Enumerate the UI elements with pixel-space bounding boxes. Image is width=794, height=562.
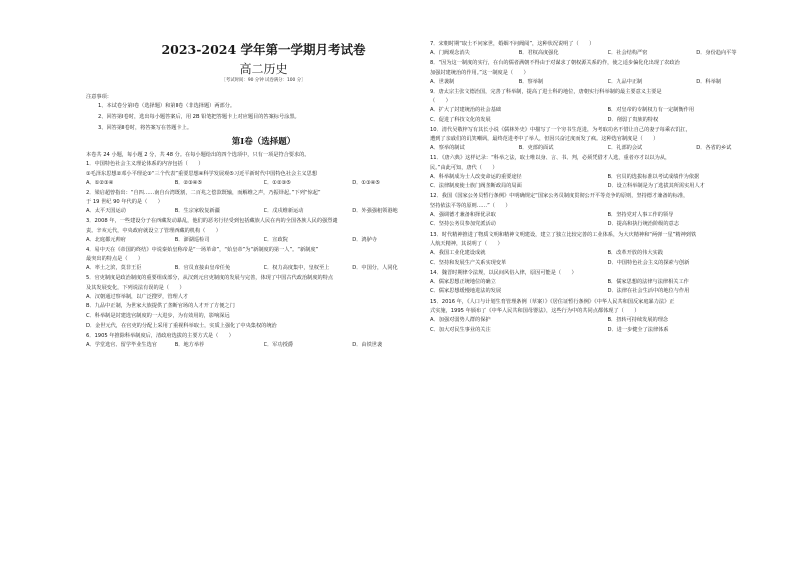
question: [430, 40, 785, 59]
exam-meta: ［考试时间：90 分钟 试卷满分：100 分］: [221, 78, 306, 83]
question-options: [86, 293, 441, 331]
answer-option: B．生宗家收复新疆: [174, 208, 220, 215]
question: [86, 160, 441, 188]
answer-option: D．中国特色社会主义的探索与创新: [607, 259, 690, 266]
question: [430, 231, 785, 269]
question-stem: 3．2008 年，一些建设分子在西藏发动暴乱，他们的恶劣行径受到包括藏族人民在内的全国各族人民的强烈谴: [86, 218, 338, 225]
question: [430, 59, 785, 87]
answer-option: B．君权高度强化: [518, 50, 559, 57]
question-stem: 加强封建统治的作用。”这一制度是（ ）: [430, 69, 529, 76]
answer-option: A．扩大了封建统治的社会基础: [430, 107, 501, 114]
question-options: [86, 264, 441, 274]
question-stem: 及其发展变化，下列说法有误的是（ ）: [86, 284, 185, 291]
answer-option: D．科举制: [696, 78, 721, 85]
question-stem: 5．官吏制度是政治制度的重要组成部分，从汉到元官吏制度的发展与完善，体现了中国古代政治制度的特点: [86, 275, 334, 282]
answer-option: C．宣政院: [263, 236, 288, 243]
answer-option: D．中国分，人同化: [352, 265, 398, 272]
question-stem: 9．唐太宗主张文德治国，完善了科举制，提高了进士科的地位，唐朝实行科举制的最主要意义主要是: [430, 88, 662, 95]
answer-option: A．北庭都元帅府: [86, 236, 126, 243]
answer-option: B．儒家思想的法律与法律相关工作: [607, 278, 689, 285]
question-stem: 最突出的特点是（ ）: [86, 256, 144, 263]
answer-option: A．科举制成为士人改变命运的重要途径: [430, 173, 522, 180]
question: [430, 154, 785, 192]
notice-heading: 注意事项：: [86, 94, 112, 100]
question: [430, 192, 785, 230]
answer-option: D．提高和执行统治阶级的意志: [607, 221, 679, 228]
answer-option: A．强调德才兼备和择优录取: [430, 211, 496, 218]
answer-option: A．儒家思想正统地位的确立: [430, 278, 496, 285]
question-stem: 民。”由此可知，唐代（ ）: [430, 164, 498, 171]
question-stem: 于 19 世纪 90 年代的是（ ）: [86, 199, 163, 206]
question-stem: 遭到了亲戚们的讥笑嘲讽，最终范进考中了举人，但因兴奋过度而发了疯。这种选官制度是（ ）: [430, 136, 659, 143]
answer-option: C．戊戌维新运动: [263, 208, 304, 215]
answer-option: B．澎湖巡检司: [174, 236, 210, 243]
question-options: [430, 316, 785, 335]
left-column: [86, 38, 441, 351]
notice-list: [86, 101, 441, 134]
section-title: 第Ⅰ卷（选择题）: [231, 137, 296, 148]
question-stem: 4．易中天在《帝国的终结》中说秦始皇称帝是“一场革命”，“始皇帝”为“新制度的第一人”。“新制度”: [86, 246, 319, 253]
answer-option: B．察举制: [518, 78, 544, 85]
question-stem: 责。辛亥元代，中央政府就设立了管理西藏的机构（ ）: [86, 227, 221, 234]
question: [86, 189, 441, 217]
answer-option: B．改革开放的伟大实践: [607, 249, 663, 256]
question: [86, 217, 441, 245]
answer-option: A．①②③④: [86, 179, 114, 186]
answer-option: C．社会结构严密: [607, 50, 648, 57]
section-intro: 本卷共 24 小题，每小题 2 分，共 48 分。在每小题给出的四个选项中，只有一项是符合要求的。: [86, 152, 310, 159]
question-stem: 6．1905 年推除科举制度后，清政府选拔的主要方式是（ ）: [86, 332, 234, 339]
question-stem: 人航天精神，其说明了（ ）: [430, 240, 503, 247]
question-options: [86, 341, 441, 351]
question: [430, 269, 785, 297]
answer-option: D．削弱了贵族的特权: [607, 116, 659, 123]
answer-option: C．科举制是封建选官制度的一大进步，为有效用的，影响深远: [86, 313, 230, 319]
answer-option: B．九品中正制，为世家大族提供了垄断官场的人才开了方便之门: [86, 303, 235, 310]
answer-option: D．鸿胪寺: [352, 236, 377, 243]
right-column: [430, 40, 785, 336]
answer-option: B．对皇帝的专制权力有一定制衡作用: [607, 107, 695, 114]
question-stem: 坚持依法平等的原则……”（ ）: [430, 202, 511, 209]
answer-option: D．外强强租领港地: [352, 208, 398, 215]
question-options: [430, 278, 785, 297]
answer-option: D．由铁世袭: [352, 341, 383, 348]
answer-option: D．各省的乡试: [696, 145, 732, 152]
answer-option: C．①②③⑤: [263, 179, 291, 186]
question-options: [86, 207, 441, 217]
question: [430, 88, 785, 126]
answer-option: D．身份趋向平等: [696, 50, 737, 57]
answer-option: A．率土之滨，莫非王臣: [86, 265, 142, 272]
answer-option: A．察举的制试: [430, 145, 465, 152]
answer-option: C．坚持公务员参加党派活动: [430, 221, 496, 228]
question: [86, 274, 441, 331]
answer-option: B．扭转可持续发展的理念: [607, 316, 669, 323]
answer-option: B．官员直接由皇帝任免: [174, 265, 231, 272]
question-options: [430, 144, 785, 154]
answer-option: C．法律制度使士族门阀垄断政局的局面: [430, 183, 522, 190]
left-question-list: [86, 160, 441, 350]
question: [430, 126, 785, 154]
question-stem: 7．宋朝时期“取士不问家世，婚姻不问阀阅”，这种状况说明了（ ）: [430, 41, 595, 47]
answer-option: A．加强对弱势人群的保护: [430, 316, 491, 323]
question-options: [430, 249, 785, 268]
notice-item: 3、回答第Ⅱ卷时，将答案写在答题卡上。: [98, 125, 193, 132]
page-subtitle: 高二历史: [239, 62, 288, 76]
answer-option: B．②③④⑤: [174, 179, 203, 186]
right-question-list: [430, 40, 785, 335]
question-stem: ①毛泽东思想②邓小平理论③“三个代表”重要思想④科学发展观⑤习近平新时代中国特色社会主义思想: [86, 170, 317, 177]
page-title: 2023-2024 学年第一学期月考试卷: [161, 42, 366, 57]
question-options: [430, 211, 785, 230]
answer-option: A．太平天国运动: [86, 208, 126, 215]
question-options: [86, 236, 441, 246]
question-options: [430, 106, 785, 125]
answer-option: A．汉朝通过察举制，以广泛搜罗，管理人才: [86, 293, 189, 300]
answer-option: C．儒家思想缓慢地进法的发展: [430, 288, 502, 295]
question-stem: 1．中国特色社会主义理论体系的内容包括（ ）: [86, 161, 204, 168]
answer-option: C．军功授爵: [263, 341, 294, 348]
question-stem: 11．《唐六典》这样记录：“科举之法，取士唯以身、言、书、判，必须凭借才人选，重者亦才以以为从，: [430, 155, 671, 162]
answer-option: D．①③④⑤: [352, 179, 381, 186]
answer-option: C．九品中正制: [607, 78, 643, 85]
question-stem: （ ）: [430, 98, 451, 104]
question-stem: 14．魏晋时期律令法规，以民间风俗入律，原因可能是（ ）: [430, 269, 577, 276]
answer-option: A．学堂选官、留学毕业生选官: [86, 341, 157, 348]
answer-option: B．坚持党对人事工作的领导: [607, 211, 674, 218]
question-options: [430, 173, 785, 192]
question: [430, 298, 785, 336]
question-stem: 15．2016 年，《人口与计划生育管理条例（草案）》《居住证暂行条例》《中华人民共和国反家庭暴力法》正: [430, 298, 675, 305]
answer-option: D．金世元代，在官吏的分配上采用了重视科举取士，实质上强化了中央集权的统治: [86, 322, 277, 329]
answer-option: B．官员的选拔标准以考试成绩作为依据: [607, 173, 700, 180]
question-stem: 10．清代吴敬梓写有其长小说《儒林外史》中描写了一个穷书生范进，为考取功名不惜让自己的妻子每乘衣饥扛，: [430, 126, 691, 133]
answer-option: C．礼部的会试: [607, 145, 643, 152]
answer-option: A．我国工业化建设成就: [430, 249, 486, 256]
answer-option: C．加大对民生事业的关注: [430, 326, 491, 333]
question-options: [430, 49, 785, 59]
answer-option: D．法律在社会生活中的地位与作用: [607, 288, 690, 295]
answer-option: C．权力高度集中，皇权至上: [263, 265, 330, 272]
notice-item: 2、回答第Ⅰ卷时，选出每小题答案后，用 2B 铅笔把答题卡上对应题目的答案标号涂黑。: [98, 114, 300, 121]
question-stem: 13．时代精神推进了物质文明和精神文明建设，建立了独立比较完善的工业体系，为大庆精神和“两弹一星”精神到铁: [430, 231, 697, 238]
answer-option: A．门阀观念消失: [430, 50, 470, 57]
question-stem: 8．“因为这一制度的实行，在台的儒者满朝不得由于对谋求了朝权源关系的作，使之适步偏化化出现了农政治: [430, 60, 680, 67]
answer-option: C．坚持和发展生产关系实现变革: [430, 259, 507, 266]
answer-option: B．地方举荐: [174, 341, 205, 348]
answer-option: C．促进了科技文化的发展: [430, 116, 491, 123]
question: [86, 332, 441, 351]
question-stem: 式实施，1995 年颁布了《中华人民共和国母婴法》，这些行为中的共同点都体现了（ ）: [430, 307, 640, 314]
question-stem: 2．梁启超曾指出：“自四……南自台湾既割，二百兆之偿款既输，而解维之声，乃振铎起。”下列“惊起”: [86, 189, 321, 196]
notice-item: 1、本试卷分第Ⅰ卷（选择题）和第Ⅱ卷（非选择题）两部分。: [98, 103, 236, 110]
question-stem: 12．我国《国家公务员暂行条例》中明确规定“国家公务员制度贯彻公开平等竞争的原则，坚持德才兼备的标准，: [430, 193, 689, 200]
question-options: [430, 78, 785, 88]
question: [86, 246, 441, 274]
answer-option: D．设立科举制是为了选拔其所需实用人才: [607, 183, 705, 190]
answer-option: B．吏部的面试: [518, 145, 554, 152]
answer-option: A．世袭制: [430, 78, 455, 85]
question-options: [86, 179, 441, 189]
answer-option: D．进一步健全了法律体系: [607, 326, 669, 333]
